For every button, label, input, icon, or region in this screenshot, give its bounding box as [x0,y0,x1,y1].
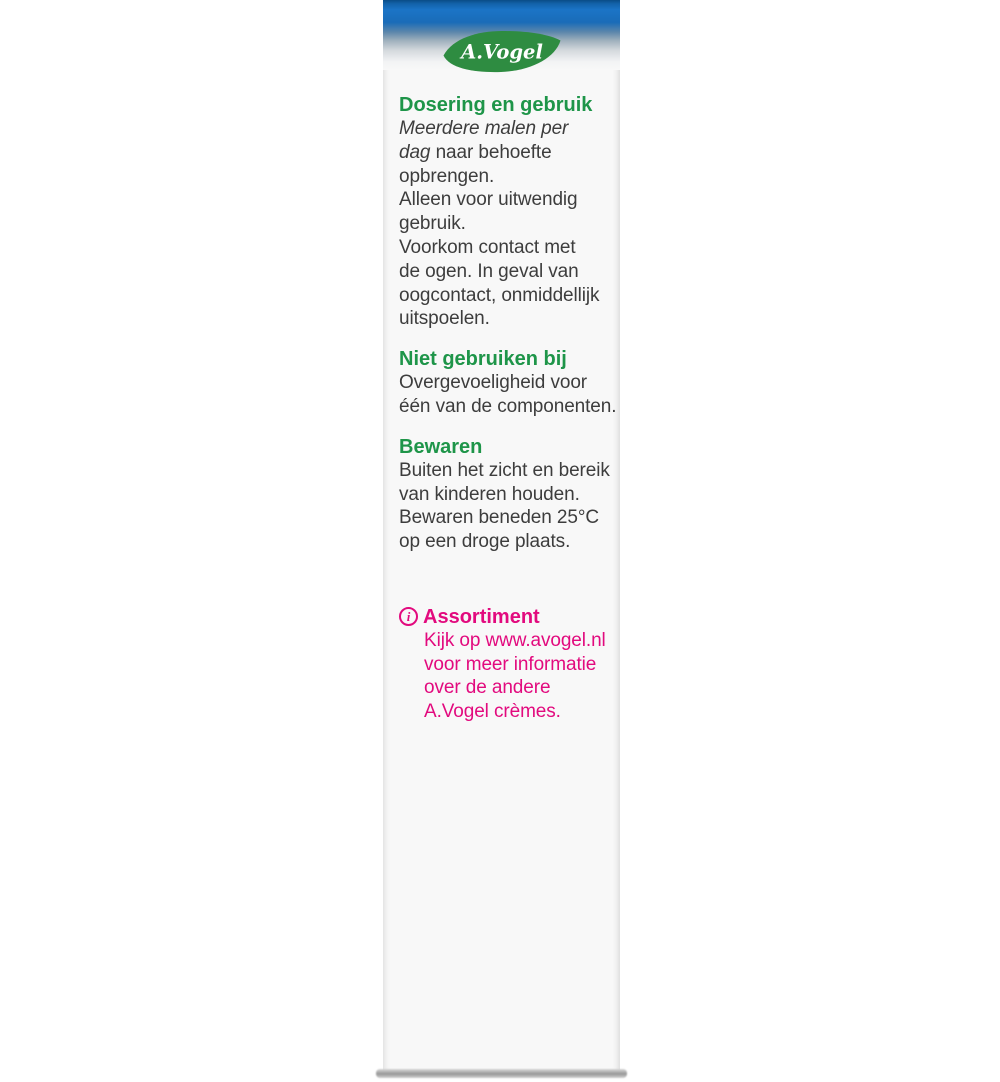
section-bewaren [399,435,608,554]
section-niet-gebruiken [399,347,617,419]
assortiment-line: A.Vogel crèmes. [424,700,561,722]
panel-text-content [383,70,620,723]
body-line: Buiten het zicht en bereik [399,459,610,481]
body-line: dag naar behoefte [399,141,552,163]
body-line: één van de componenten. [399,395,617,417]
leaf-logo-icon [442,29,562,74]
body-line: de ogen. In geval van [399,260,579,282]
body-line: oogcontact, onmiddellijk [399,284,600,306]
section-heading-bewaren: Bewaren [399,435,483,458]
body-line: Overgevoeligheid voor [399,372,588,394]
section-dosering [399,93,608,331]
package-bottom-edge [376,1069,627,1078]
body-line: Bewaren beneden 25°C [399,507,599,529]
assortiment-line: voor meer informatie [424,653,597,675]
body-line: Voorkom contact met [399,236,576,258]
body-line: op een droge plaats. [399,531,571,553]
assortiment-line: over de andere [424,677,551,699]
package-side-panel [383,0,620,1072]
assortiment-heading: Assortiment [423,605,540,628]
logo-text: A.Vogel [460,40,543,64]
assortiment-line: Kijk op www.avogel.nl [424,629,606,651]
avogel-logo [442,29,562,74]
assortiment-header [399,605,608,629]
body-line: uitspoelen. [399,308,490,330]
body-line: Alleen voor uitwendig [399,189,578,211]
info-icon: i [399,607,418,626]
section-heading-niet-gebruiken: Niet gebruiken bij [399,348,567,371]
body-line: gebruik. [399,213,466,235]
body-line: van kinderen houden. [399,483,580,505]
assortiment-note [399,605,608,723]
body-line: opbrengen. [399,165,495,187]
body-line: Meerdere malen per [399,118,569,139]
section-heading-dosering: Dosering en gebruik [399,94,593,116]
